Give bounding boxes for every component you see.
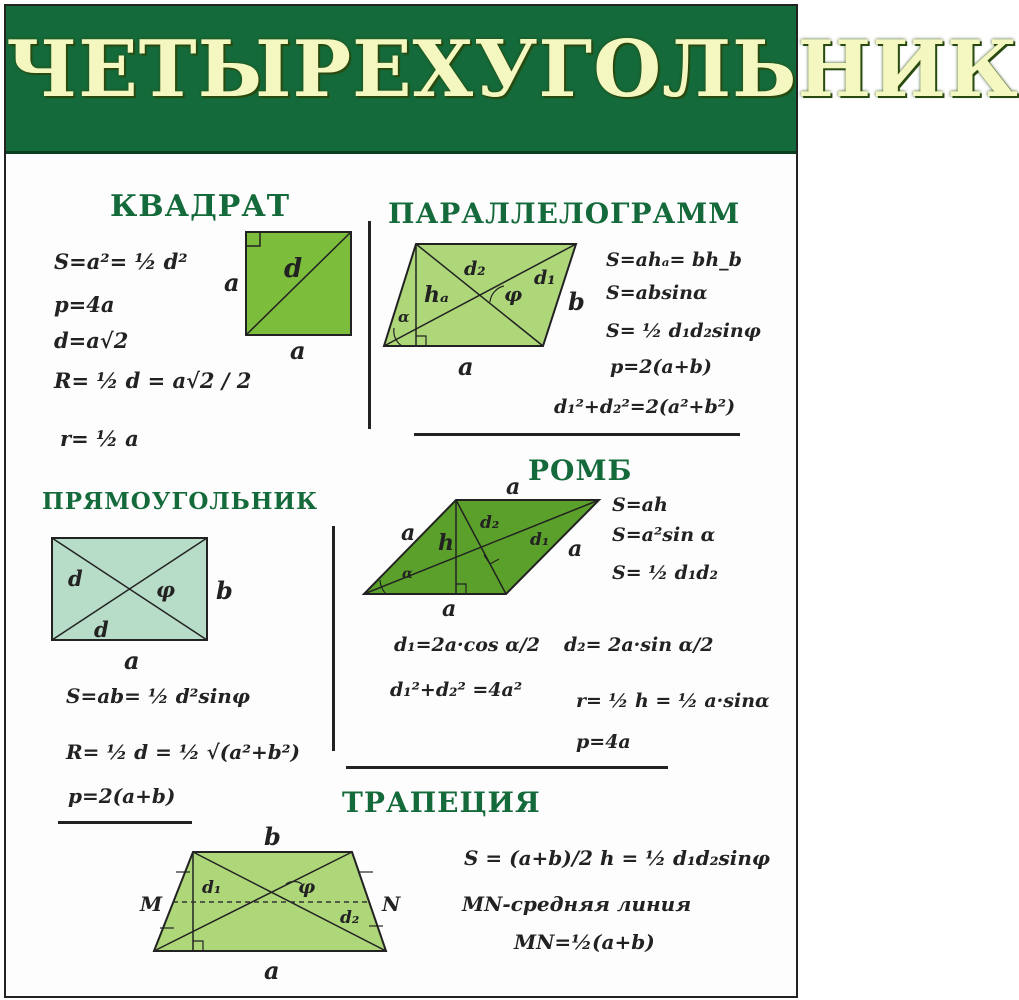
trapezoid-formula-midline-label: MN-средняя линия <box>462 892 692 916</box>
parallelogram-label-d1: d₁ <box>534 267 556 289</box>
parallelogram-heading: ПАРАЛЛЕЛОГРАММ <box>388 197 741 230</box>
rhombus-formula-area-sin: S=a²sin α <box>612 524 716 546</box>
rhombus-formula-d2: d₂= 2a·sin α/2 <box>564 634 714 656</box>
trapezoid-label-d2: d₂ <box>340 908 360 928</box>
trapezoid-formula-area: S = (a+b)/2 h = ½ d₁d₂sinφ <box>464 846 770 870</box>
parallelogram-label-d2: d₂ <box>464 258 486 280</box>
parallelogram-label-alpha: α <box>398 308 410 326</box>
square-label-diag: d <box>284 254 303 284</box>
rectangle-formula-area: S=ab= ½ d²sinφ <box>66 684 250 708</box>
rectangle-label-d-top: d <box>68 566 83 591</box>
square-formula-diagonal: d=a√2 <box>54 328 129 353</box>
trapezoid-label-top: b <box>264 822 281 851</box>
rhombus-label-top: a <box>506 474 521 500</box>
rectangle-formula-circumradius: R= ½ d = ½ √(a²+b²) <box>66 740 300 764</box>
rhombus-formula-area-diagonals: S= ½ d₁d₂ <box>612 562 718 584</box>
rectangle-formula-perimeter: p=2(a+b) <box>68 784 176 808</box>
square-label-side-bottom: a <box>290 336 306 365</box>
rhombus-label-d1: d₁ <box>530 530 550 550</box>
parallelogram-formula-perimeter: p=2(a+b) <box>610 356 712 378</box>
trapezoid-figure <box>154 852 386 951</box>
rectangle-label-phi: φ <box>156 577 176 602</box>
rhombus-heading: РОМБ <box>528 454 633 487</box>
rectangle-heading: ПРЯМОУГОЛЬНИК <box>42 488 319 515</box>
parallelogram-formula-area-diagonals: S= ½ d₁d₂sinφ <box>606 320 761 342</box>
square-formula-area: S=a²= ½ d² <box>54 249 188 274</box>
rectangle-label-base: a <box>124 646 140 675</box>
trapezoid-formula-midline: MN=½(a+b) <box>514 930 655 954</box>
rhombus-formula-area-height: S=ah <box>612 494 668 516</box>
rhombus-label-alpha: α <box>402 566 413 582</box>
rhombus-label-right: a <box>568 536 583 562</box>
square-heading: КВАДРАТ <box>110 189 291 224</box>
divider-vertical-top <box>368 221 371 429</box>
rhombus-formula-diagonals-sum: d₁²+d₂² =4a² <box>390 679 523 701</box>
divider-rhombus-trapezoid <box>346 766 668 769</box>
trapezoid-label-m: M <box>140 892 163 916</box>
rectangle-label-side: b <box>216 576 233 605</box>
trapezoid-label-bottom: a <box>264 956 280 985</box>
trapezoid-label-phi: φ <box>298 876 316 898</box>
rhombus-label-bottom: a <box>442 596 457 622</box>
parallelogram-formula-area-height: S=ahₐ= bh_b <box>606 249 742 271</box>
square-formula-circumradius: R= ½ d = a√2 / 2 <box>54 368 252 393</box>
rhombus-formula-d1: d₁=2a·cos α/2 <box>394 634 541 656</box>
trapezoid-label-d1: d₁ <box>202 878 222 898</box>
rhombus-label-d2: d₂ <box>480 513 500 533</box>
square-formula-inradius: r= ½ a <box>60 426 139 451</box>
page-title: ЧЕТЫРЕХУГОЛЬНИК <box>6 24 1019 115</box>
trapezoid-heading: ТРАПЕЦИЯ <box>342 786 541 819</box>
parallelogram-label-height: hₐ <box>424 282 449 308</box>
rhombus-label-height: h <box>438 530 454 556</box>
trapezoid-label-n: N <box>382 892 401 916</box>
square-formula-perimeter: p=4a <box>54 292 115 317</box>
divider-vertical-middle <box>332 526 335 751</box>
parallelogram-label-phi: φ <box>504 282 523 306</box>
rhombus-label-left: a <box>401 520 416 546</box>
parallelogram-formula-diagonals-sum: d₁²+d₂²=2(a²+b²) <box>554 396 736 418</box>
poster <box>4 4 1019 998</box>
square-label-side-left: a <box>224 268 240 297</box>
parallelogram-label-base: a <box>458 352 474 381</box>
rhombus-formula-inradius: r= ½ h = ½ a·sinα <box>576 690 770 712</box>
divider-parallelogram-rhombus <box>414 433 740 436</box>
parallelogram-label-side: b <box>568 287 585 316</box>
rhombus-formula-perimeter: p=4a <box>576 731 631 753</box>
rectangle-label-d-bottom: d <box>94 617 109 642</box>
parallelogram-formula-area-sin: S=absinα <box>606 282 708 304</box>
divider-rectangle-trapezoid <box>58 821 192 824</box>
